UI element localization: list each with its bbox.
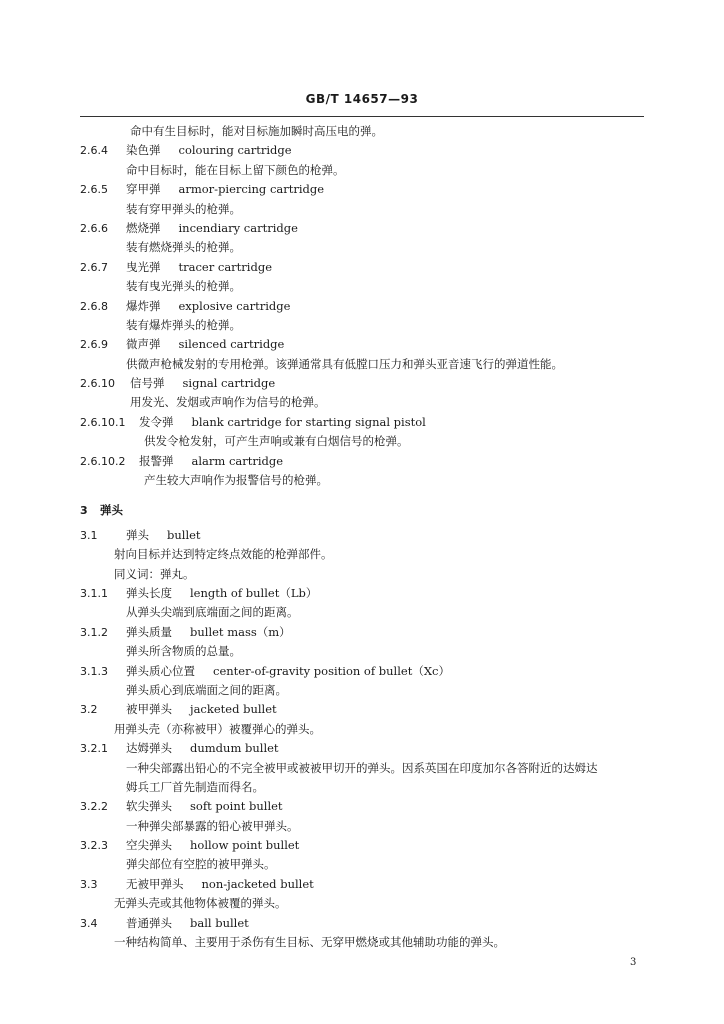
term-english: center-of-gravity position of bullet（Xc） [213,663,450,678]
term-text [126,623,291,642]
clause-number: 3.2 [80,703,98,717]
clause-number: 3.1.3 [80,664,108,678]
term-text [126,836,299,855]
term-entry [80,141,650,160]
term-text [126,700,277,719]
term-text [126,584,317,603]
term-text [126,797,283,816]
definition-text: 一种尖部露出铅心的不完全被甲或被被甲切开的弹头。因系英国在印度加尔各答附近的达姆达 [126,760,598,775]
definition-text: 弹头质心到底端面之间的距离。 [126,682,287,697]
term-chinese: 无被甲弹头 [126,876,184,891]
term-entry [80,797,650,816]
term-text [126,219,298,238]
term-text [126,526,201,545]
clause-number: 2.6.10.2 [80,454,126,468]
header-rule [80,116,644,117]
term-text [126,258,272,277]
term-chinese: 染色弹 [126,143,161,158]
definition-line [80,122,650,141]
section-heading [80,501,650,520]
term-english: non-jacketed bullet [201,876,314,891]
clause-number: 3 [80,504,88,518]
term-chinese: 弹头质量 [126,624,172,639]
clause-number: 2.6.5 [80,183,108,197]
term-english: bullet [167,527,201,542]
definition-text: 一种结构简单、主要用于杀伤有生目标、无穿甲燃烧或其他辅助功能的弹头。 [114,935,505,950]
definition-line [80,355,650,374]
term-chinese: 穿甲弹 [126,182,161,197]
term-chinese: 发令弹 [139,414,174,429]
term-entry [80,914,650,933]
term-english: silenced cartridge [178,337,285,352]
term-entry [80,662,650,681]
definition-text: 弹尖部位有空腔的被甲弹头。 [126,857,276,872]
term-entry [80,258,650,277]
term-entry [80,413,650,432]
clause-number: 3.2.2 [80,800,108,814]
term-chinese: 软尖弹头 [126,799,172,814]
definition-text: 命中目标时，能在目标上留下颜色的枪弹。 [126,162,345,177]
term-text [126,180,324,199]
term-text [126,875,314,894]
definition-line [80,471,650,490]
term-chinese: 弹头长度 [126,585,172,600]
definition-line [80,432,650,451]
term-english: hollow point bullet [190,838,300,853]
term-chinese: 曳光弹 [126,259,161,274]
term-chinese: 弹头质心位置 [126,663,195,678]
definition-line [80,565,650,584]
term-entry [80,219,650,238]
term-english: colouring cartridge [178,143,292,158]
term-english: armor-piercing cartridge [178,182,325,197]
term-english: dumdum bullet [190,741,279,756]
clause-number: 3.2.3 [80,839,108,853]
term-text [130,374,275,393]
term-entry [80,623,650,642]
definition-text: 供微声枪械发射的专用枪弹。该弹通常具有低膛口压力和弹头亚音速飞行的弹道性能。 [126,356,563,371]
definition-text: 射向目标并达到特定终点效能的枪弹部件。 [114,547,333,562]
term-chinese: 空尖弹头 [126,838,172,853]
definition-text: 姆兵工厂首先制造而得名。 [126,779,264,794]
definition-line [80,759,650,778]
standard-code-header: GB/T 14657—93 [305,92,419,106]
term-text [126,662,450,681]
definition-text: 装有穿甲弹头的枪弹。 [126,201,241,216]
clause-number: 2.6.9 [80,338,108,352]
definition-line [80,200,650,219]
term-entry [80,335,650,354]
term-english: length of bullet（Lb） [190,585,318,600]
definition-text: 供发令枪发射，可产生声响或兼有白烟信号的枪弹。 [144,434,409,449]
term-text [126,914,249,933]
term-entry [80,836,650,855]
term-chinese: 弹头 [126,527,149,542]
definition-text: 弹头所含物质的总量。 [126,644,241,659]
clause-number: 3.1.2 [80,625,108,639]
clause-number: 3.1.1 [80,586,108,600]
definition-text: 一种弹尖部暴露的铅心被甲弹头。 [126,818,299,833]
term-text [139,413,426,432]
definition-line [80,393,650,412]
definition-text: 装有燃烧弹头的枪弹。 [126,240,241,255]
term-text [126,739,279,758]
definition-text: 用发光、发烟或声响作为信号的枪弹。 [130,395,326,410]
term-chinese: 报警弹 [139,453,174,468]
definition-text: 用弹头壳（亦称被甲）被覆弹心的弹头。 [114,721,321,736]
definition-line [80,642,650,661]
term-english: bullet mass（m） [190,624,291,639]
term-english: jacketed bullet [190,702,277,717]
term-entry [80,875,650,894]
term-english: ball bullet [190,915,249,930]
term-english: tracer cartridge [178,259,272,274]
clause-number: 2.6.6 [80,221,108,235]
term-chinese: 燃烧弹 [126,220,161,235]
definition-line [80,316,650,335]
clause-number: 3.1 [80,528,98,542]
definition-line [80,277,650,296]
definition-text: 装有曳光弹头的枪弹。 [126,279,241,294]
definition-line [80,603,650,622]
term-text [126,297,290,316]
definition-line [80,855,650,874]
document-body [80,122,650,952]
definition-text: 产生较大声响作为报警信号的枪弹。 [144,473,328,488]
term-text [126,335,284,354]
clause-number: 2.6.10 [80,377,115,391]
clause-number: 3.3 [80,877,98,891]
term-entry [80,526,650,545]
term-chinese: 普通弹头 [126,915,172,930]
clause-number: 2.6.7 [80,260,108,274]
term-english: explosive cartridge [178,298,291,313]
definition-line [80,817,650,836]
definition-text: 同义词：弹丸。 [114,566,195,581]
term-text [100,501,123,520]
term-english: incendiary cartridge [178,220,298,235]
term-entry [80,739,650,758]
term-english: blank cartridge for starting signal pistol [191,414,426,429]
term-chinese: 弹头 [100,503,123,518]
definition-line [80,545,650,564]
term-chinese: 信号弹 [130,376,165,391]
clause-number: 3.2.1 [80,742,108,756]
definition-line [80,238,650,257]
definition-text: 无弹头壳或其他物体被覆的弹头。 [114,896,287,911]
definition-line [80,720,650,739]
term-entry [80,374,650,393]
definition-text: 从弹头尖端到底端面之间的距离。 [126,605,299,620]
definition-line [80,933,650,952]
term-english: soft point bullet [190,799,283,814]
term-chinese: 被甲弹头 [126,702,172,717]
term-english: signal cartridge [182,376,276,391]
definition-text: 装有爆炸弹头的枪弹。 [126,317,241,332]
definition-line [80,161,650,180]
term-entry [80,180,650,199]
term-chinese: 微声弹 [126,337,161,352]
term-entry [80,584,650,603]
definition-line [80,681,650,700]
clause-number: 2.6.8 [80,299,108,313]
term-entry [80,700,650,719]
term-text [126,141,292,160]
clause-number: 3.4 [80,916,98,930]
definition-line [80,894,650,913]
definition-text: 命中有生目标时，能对目标施加瞬时高压电的弹。 [130,124,383,138]
term-entry [80,452,650,471]
clause-number: 2.6.10.1 [80,415,126,429]
definition-line [80,778,650,797]
clause-number: 2.6.4 [80,144,108,158]
term-text [139,452,283,471]
page-number: 3 [630,957,637,968]
term-chinese: 爆炸弹 [126,298,161,313]
term-english: alarm cartridge [191,453,284,468]
term-entry [80,297,650,316]
term-chinese: 达姆弹头 [126,741,172,756]
